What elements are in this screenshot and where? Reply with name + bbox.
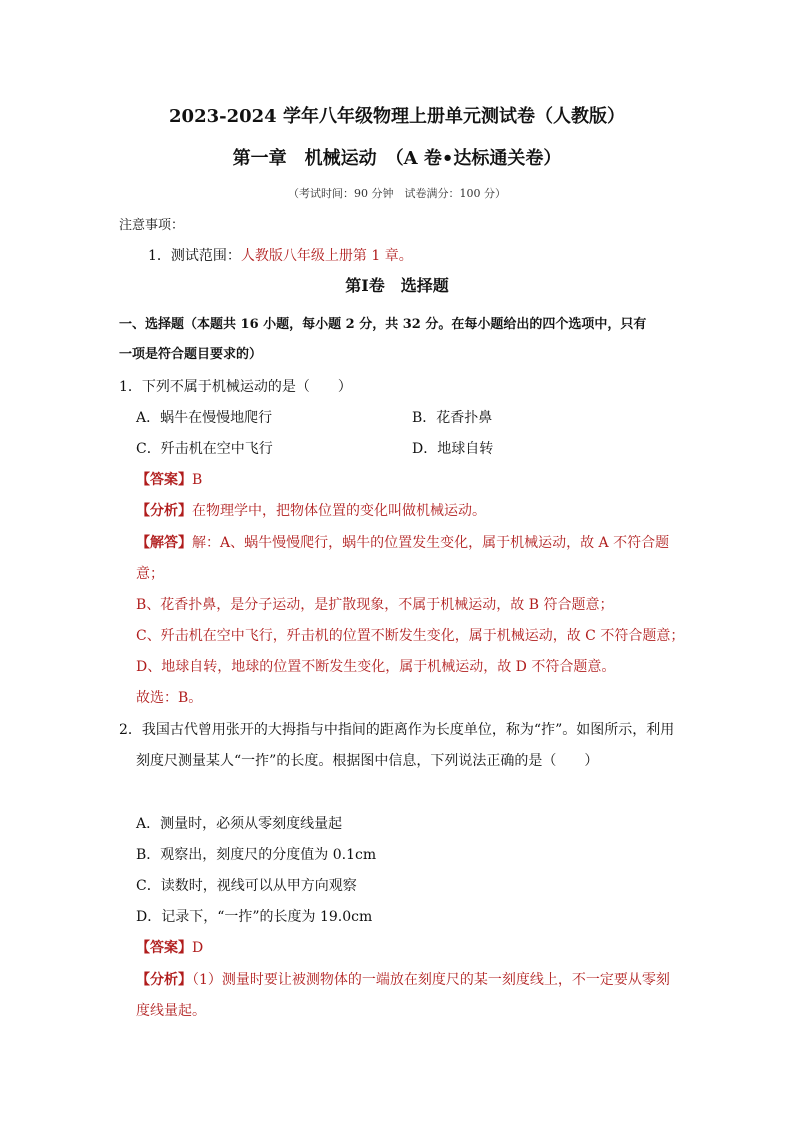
q1-analysis-tag: 【分析】 [136, 503, 192, 519]
section-title: 第Ⅰ卷 选择题 [345, 276, 449, 295]
q1-answer [136, 470, 202, 490]
chapter-title: 第一章 机械运动 （A 卷•达标通关卷） [232, 148, 562, 169]
q1-solution [136, 533, 669, 553]
q1-solution-line-1: 解：A、蜗牛慢慢爬行，蜗牛的位置发生变化，属于机械运动，故 A 不符合题 [192, 535, 670, 551]
q2-analysis [136, 970, 670, 990]
q2-option-d: D．记录下，“一拃”的长度为 19.0cm [136, 909, 373, 925]
notes-item-1-prefix: 1．测试范围： [148, 248, 241, 264]
q2-option-c: C．读数时，视线可以从甲方向观察 [136, 878, 357, 894]
notes-item-1 [148, 246, 413, 266]
q1-analysis [136, 501, 486, 521]
notes-item-1-value: 人教版八年级上册第 1 章。 [240, 248, 413, 264]
q1-solution-line-5: D、地球自转，地球的位置不断发生变化，属于机械运动，故 D 不符合题意。 [136, 659, 616, 675]
q1-choice: 故选：B。 [136, 690, 203, 706]
q2-option-b: B．观察出，刻度尺的分度值为 0.1cm [136, 847, 377, 863]
q1-solution-tag: 【解答】 [136, 535, 192, 551]
q1-solution-line-3: B、花香扑鼻，是分子运动，是扩散现象，不属于机械运动，故 B 符合题意； [136, 597, 614, 613]
q2-answer-value: D [192, 940, 204, 956]
section-instruction-line-1: 一、选择题（本题共 16 小题，每小题 2 分，共 32 分。在每小题给出的四个选项中，只有 [119, 317, 647, 332]
q1-answer-value: B [192, 472, 203, 488]
q1-solution-line-2: 意； [136, 566, 164, 582]
q1-option-c: C．歼击机在空中飞行 [136, 441, 273, 457]
q1-option-d: D．地球自转 [412, 441, 494, 457]
q2-answer [136, 938, 203, 958]
section-instruction-line-2: 一项是符合题目要求的） [119, 347, 263, 362]
exam-info: （考试时间：90 分钟 试卷满分：100 分） [288, 187, 506, 200]
exam-title: 2023-2024 学年八年级物理上册单元测试卷（人教版） [169, 106, 625, 127]
q1-solution-line-4: C、歼击机在空中飞行，歼击机的位置不断发生变化，属于机械运动，故 C 不符合题意； [136, 628, 685, 644]
q1-option-b: B．花香扑鼻 [412, 410, 493, 426]
q2-analysis-line-1: （1）测量时要让被测物体的一端放在刻度尺的某一刻度线上，不一定要从零刻 [192, 972, 670, 988]
q2-stem-line-1: 2．我国古代曾用张开的大拇指与中指间的距离作为长度单位，称为“拃”。如图所示，利用 [119, 722, 675, 738]
q2-analysis-line-2: 度线量起。 [136, 1003, 206, 1019]
q2-option-a: A．测量时，必须从零刻度线量起 [136, 816, 343, 832]
q1-stem: 1．下列不属于机械运动的是（ ） [119, 379, 352, 395]
q1-answer-tag: 【答案】 [136, 472, 192, 488]
q2-analysis-tag: 【分析】 [136, 972, 192, 988]
notes-heading: 注意事项： [119, 218, 185, 233]
q2-stem-line-2: 刻度尺测量某人“一拃”的长度。根据图中信息，下列说法正确的是（ ） [136, 753, 599, 769]
q1-analysis-text: 在物理学中，把物体位置的变化叫做机械运动。 [192, 503, 486, 519]
q2-answer-tag: 【答案】 [136, 940, 192, 956]
q1-option-a: A．蜗牛在慢慢地爬行 [136, 410, 273, 426]
